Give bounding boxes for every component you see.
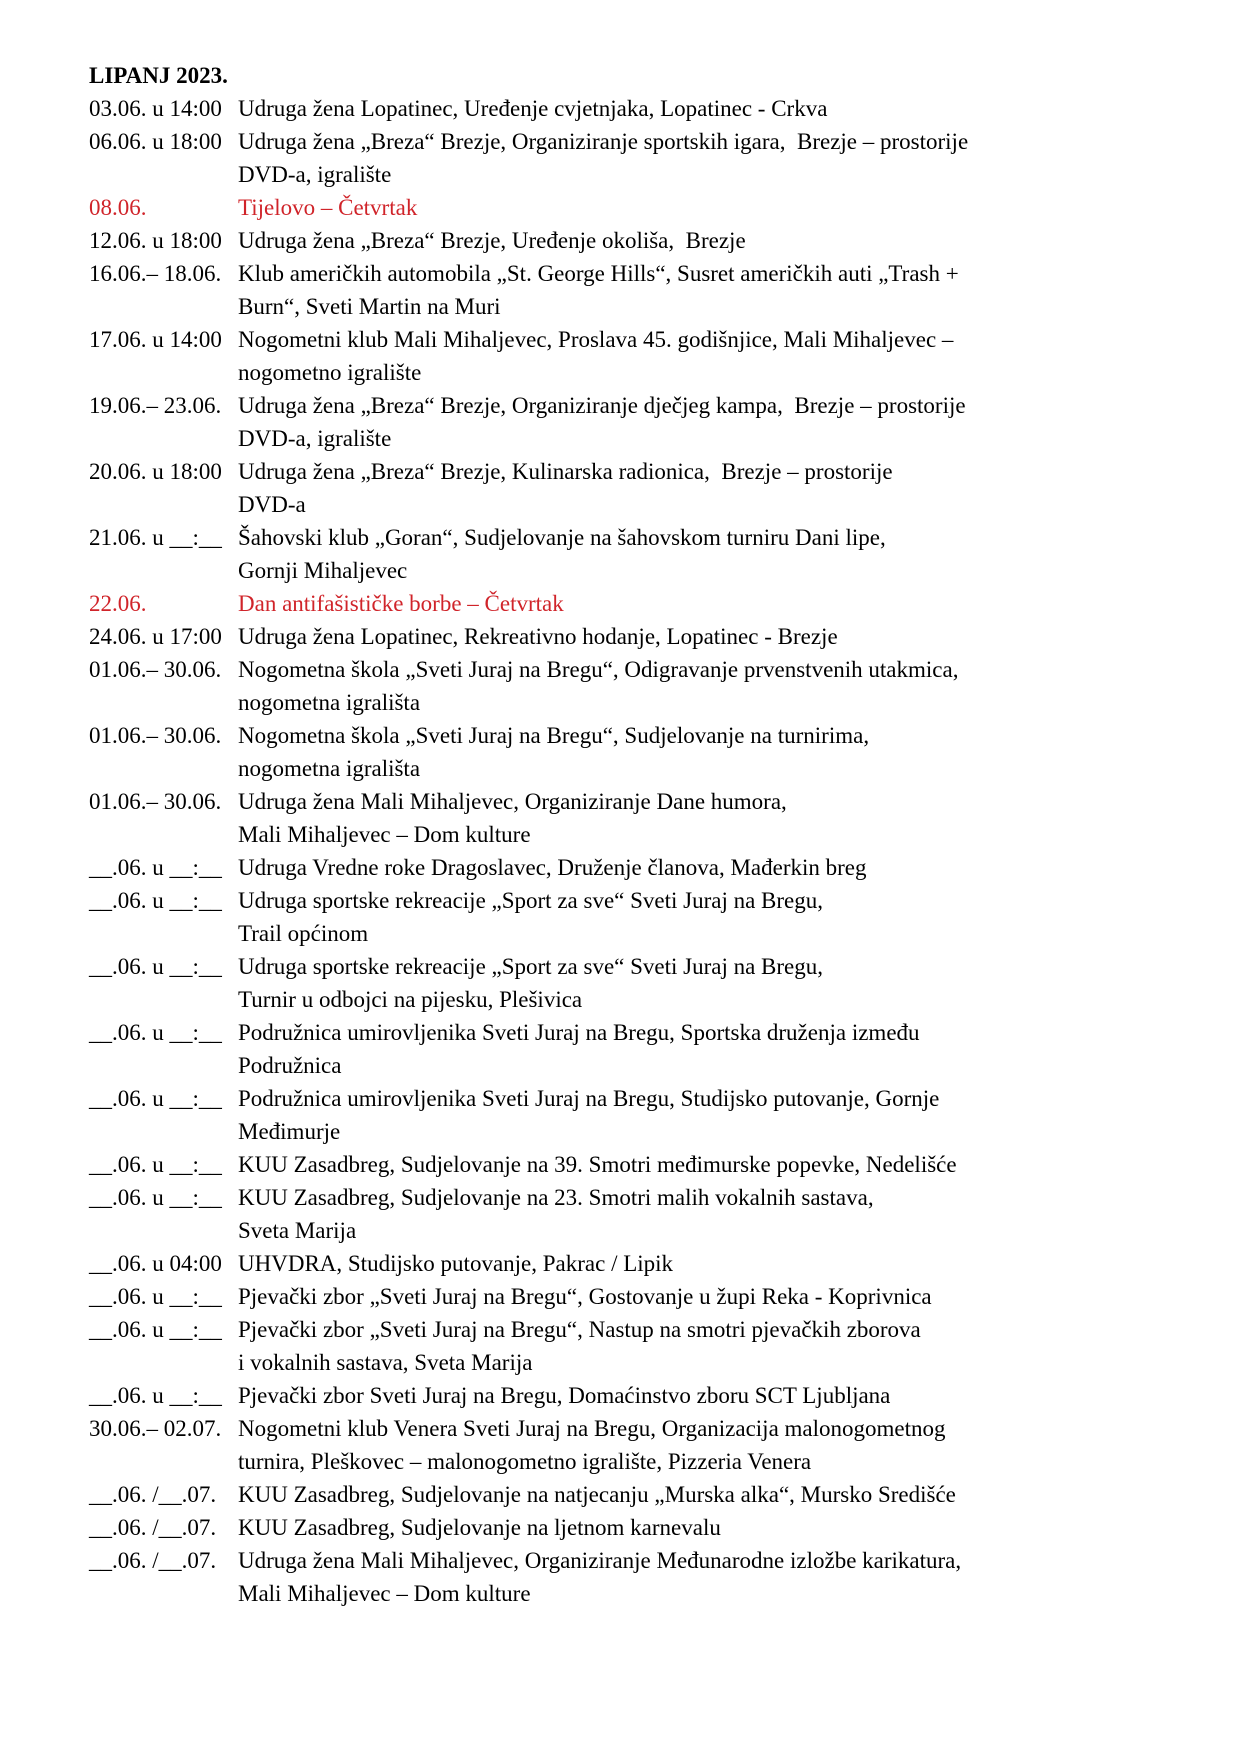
event-date: 01.06.– 30.06. (89, 657, 227, 682)
event-date: __.06. u __:__ (89, 1020, 228, 1045)
event-entry (89, 455, 1169, 521)
event-entry (89, 389, 1169, 455)
event-description: Pjevački zbor Sveti Juraj na Bregu, Domaćinstvo zboru SCT Ljubljana (238, 1383, 891, 1408)
event-entry (89, 1247, 1169, 1280)
event-first-line (89, 521, 1169, 554)
event-description: Udruga sportske rekreacije „Sport za sve“ Sveti Juraj na Bregu, (238, 888, 824, 913)
event-entry (89, 125, 1169, 191)
event-date: 03.06. u 14:00 (89, 96, 228, 121)
event-date: __.06. u __:__ (89, 1383, 228, 1408)
event-description: Udruga žena Mali Mihaljevec, Organiziranje Međunarodne izložbe karikatura, (238, 1548, 962, 1573)
event-description-continuation: Turnir u odbojci na pijesku, Plešivica (238, 987, 583, 1012)
event-description-continuation: nogometna igrališta (238, 690, 421, 715)
event-entry (89, 1016, 1169, 1082)
event-description: Klub američkih automobila „St. George Hills“, Susret američkih auti „Trash + (238, 261, 959, 286)
event-description: UHVDRA, Studijsko putovanje, Pakrac / Lipik (238, 1251, 674, 1276)
event-entry (89, 323, 1169, 389)
event-first-line (89, 191, 1169, 224)
event-entry (89, 884, 1169, 950)
event-description: KUU Zasadbreg, Sudjelovanje na 23. Smotri malih vokalnih sastava, (238, 1185, 874, 1210)
event-entry (89, 950, 1169, 1016)
event-entry (89, 521, 1169, 587)
event-description: Nogometna škola „Sveti Juraj na Bregu“, Sudjelovanje na turnirima, (238, 723, 870, 748)
event-date: 24.06. u 17:00 (89, 624, 228, 649)
event-description-continuation: Gornji Mihaljevec (238, 558, 408, 583)
event-first-line (89, 257, 1169, 290)
event-entry (89, 1511, 1169, 1544)
event-description: Udruga žena Mali Mihaljevec, Organiziranje Dane humora, (238, 789, 787, 814)
event-entry (89, 1412, 1169, 1478)
event-first-line (89, 224, 1169, 257)
event-first-line (89, 719, 1169, 752)
event-entry (89, 1148, 1169, 1181)
event-entry (89, 620, 1169, 653)
event-description: KUU Zasadbreg, Sudjelovanje na natjecanju „Murska alka“, Mursko Središće (238, 1482, 956, 1507)
event-first-line (89, 785, 1169, 818)
event-first-line (89, 587, 1169, 620)
event-description-continuation: turnira, Pleškovec – malonogometno igralište, Pizzeria Venera (238, 1449, 812, 1474)
event-description: Udruga žena „Breza“ Brezje, Kulinarska radionica, Brezje – prostorije (238, 459, 893, 484)
event-description: Udruga sportske rekreacije „Sport za sve“ Sveti Juraj na Bregu, (238, 954, 824, 979)
event-date: 08.06. (89, 195, 147, 220)
event-description-continuation: Sveta Marija (238, 1218, 357, 1243)
event-date: __.06. /__.07. (89, 1515, 222, 1540)
event-description-continuation: DVD-a, igralište (238, 426, 392, 451)
event-date: __.06. u __:__ (89, 954, 222, 979)
event-date: __.06. u __:__ (89, 1185, 228, 1210)
event-description: Podružnica umirovljenika Sveti Juraj na Bregu, Sportska druženja između (238, 1020, 920, 1045)
event-first-line (89, 1511, 1169, 1544)
event-first-line (89, 323, 1169, 356)
event-entry (89, 851, 1169, 884)
event-date: 21.06. u __:__ (89, 525, 228, 550)
event-first-line (89, 1313, 1169, 1346)
event-description-continuation: nogometno igralište (238, 360, 422, 385)
event-date: __.06. u __:__ (89, 888, 222, 913)
holiday-entry (89, 191, 1169, 224)
event-first-line (89, 455, 1169, 488)
event-first-line (89, 1148, 1169, 1181)
event-description: Nogometna škola „Sveti Juraj na Bregu“, Odigravanje prvenstvenih utakmica, (238, 657, 959, 682)
event-entry (89, 653, 1169, 719)
event-first-line (89, 1379, 1169, 1412)
event-description-continuation: Mali Mihaljevec – Dom kulture (238, 1581, 531, 1606)
event-first-line (89, 653, 1169, 686)
event-entry (89, 224, 1169, 257)
event-date: 16.06.– 18.06. (89, 261, 227, 286)
event-first-line (89, 1181, 1169, 1214)
event-date: 22.06. (89, 591, 147, 616)
event-description: Nogometni klub Mali Mihaljevec, Proslava 45. godišnjice, Mali Mihaljevec – (238, 327, 954, 352)
event-description: Udruga žena „Breza“ Brezje, Organiziranje sportskih igara, Brezje – prostorije (238, 129, 969, 154)
event-date: 12.06. u 18:00 (89, 228, 228, 253)
event-entry (89, 257, 1169, 323)
event-entry (89, 92, 1169, 125)
event-date: 20.06. u 18:00 (89, 459, 228, 484)
event-date: 01.06.– 30.06. (89, 723, 227, 748)
event-description-continuation: i vokalnih sastava, Sveta Marija (238, 1350, 533, 1375)
event-entry (89, 1280, 1169, 1313)
event-description: Pjevački zbor „Sveti Juraj na Bregu“, Nastup na smotri pjevačkih zborova (238, 1317, 921, 1342)
event-date: __.06. /__.07. (89, 1482, 222, 1507)
event-date: __.06. u __:__ (89, 1317, 228, 1342)
event-list (89, 92, 1169, 1610)
event-description: KUU Zasadbreg, Sudjelovanje na 39. Smotri međimurske popevke, Nedelišće (238, 1152, 957, 1177)
event-entry (89, 1478, 1169, 1511)
event-first-line (89, 620, 1169, 653)
event-description-continuation: Mali Mihaljevec – Dom kulture (238, 822, 531, 847)
event-date: 30.06.– 02.07. (89, 1416, 227, 1441)
event-description: Šahovski klub „Goran“, Sudjelovanje na šahovskom turniru Dani lipe, (238, 525, 886, 550)
event-entry (89, 785, 1169, 851)
event-entry (89, 1544, 1169, 1610)
event-entry (89, 1313, 1169, 1379)
event-first-line (89, 1544, 1169, 1577)
event-entry (89, 1379, 1169, 1412)
event-description: Udruga žena Lopatinec, Uređenje cvjetnjaka, Lopatinec - Crkva (238, 96, 828, 121)
event-date: __.06. u __:__ (89, 1152, 228, 1177)
event-description: Podružnica umirovljenika Sveti Juraj na Bregu, Studijsko putovanje, Gornje (238, 1086, 940, 1111)
event-first-line (89, 389, 1169, 422)
event-entry (89, 719, 1169, 785)
event-description: Udruga Vredne roke Dragoslavec, Druženje članova, Mađerkin breg (238, 855, 867, 880)
event-date: 17.06. u 14:00 (89, 327, 228, 352)
event-entry (89, 1181, 1169, 1247)
event-description: Udruga žena „Breza“ Brezje, Organiziranje dječjeg kampa, Brezje – prostorije (238, 393, 966, 418)
event-date: __.06. u __:__ (89, 1284, 228, 1309)
event-description: Udruga žena Lopatinec, Rekreativno hodanje, Lopatinec - Brezje (238, 624, 838, 649)
event-description-continuation: DVD-a, igralište (238, 162, 392, 187)
event-date: __.06. /__.07. (89, 1548, 222, 1573)
event-description: KUU Zasadbreg, Sudjelovanje na ljetnom karnevalu (238, 1515, 721, 1540)
event-first-line (89, 884, 1169, 917)
event-date: __.06. u __:__ (89, 855, 228, 880)
event-date: __.06. u 04:00 (89, 1251, 228, 1276)
holiday-entry (89, 587, 1169, 620)
event-description-continuation: DVD-a (238, 492, 306, 517)
event-date: 19.06.– 23.06. (89, 393, 222, 418)
event-date: 01.06.– 30.06. (89, 789, 227, 814)
event-first-line (89, 1412, 1169, 1445)
event-first-line (89, 950, 1169, 983)
event-first-line (89, 1478, 1169, 1511)
event-first-line (89, 1082, 1169, 1115)
event-description-continuation: Burn“, Sveti Martin na Muri (238, 294, 501, 319)
event-description-continuation: nogometna igrališta (238, 756, 421, 781)
event-description-continuation: Međimurje (238, 1119, 341, 1144)
event-description: Udruga žena „Breza“ Brezje, Uređenje okoliša, Brezje (238, 228, 746, 253)
event-entry (89, 1082, 1169, 1148)
event-first-line (89, 851, 1169, 884)
event-first-line (89, 1280, 1169, 1313)
event-description-continuation: Trail općinom (238, 921, 369, 946)
event-description: Pjevački zbor „Sveti Juraj na Bregu“, Gostovanje u župi Reka - Koprivnica (238, 1284, 932, 1309)
month-heading: LIPANJ 2023. (89, 63, 228, 88)
event-first-line (89, 1016, 1169, 1049)
event-description: Tijelovo – Četvrtak (238, 195, 418, 220)
event-first-line (89, 92, 1169, 125)
event-first-line (89, 125, 1169, 158)
event-description: Nogometni klub Venera Sveti Juraj na Bregu, Organizacija malonogometnog (238, 1416, 946, 1441)
event-first-line (89, 1247, 1169, 1280)
event-description: Dan antifašističke borbe – Četvrtak (238, 591, 564, 616)
event-date: 06.06. u 18:00 (89, 129, 228, 154)
event-description-continuation: Podružnica (238, 1053, 342, 1078)
event-date: __.06. u __:__ (89, 1086, 228, 1111)
